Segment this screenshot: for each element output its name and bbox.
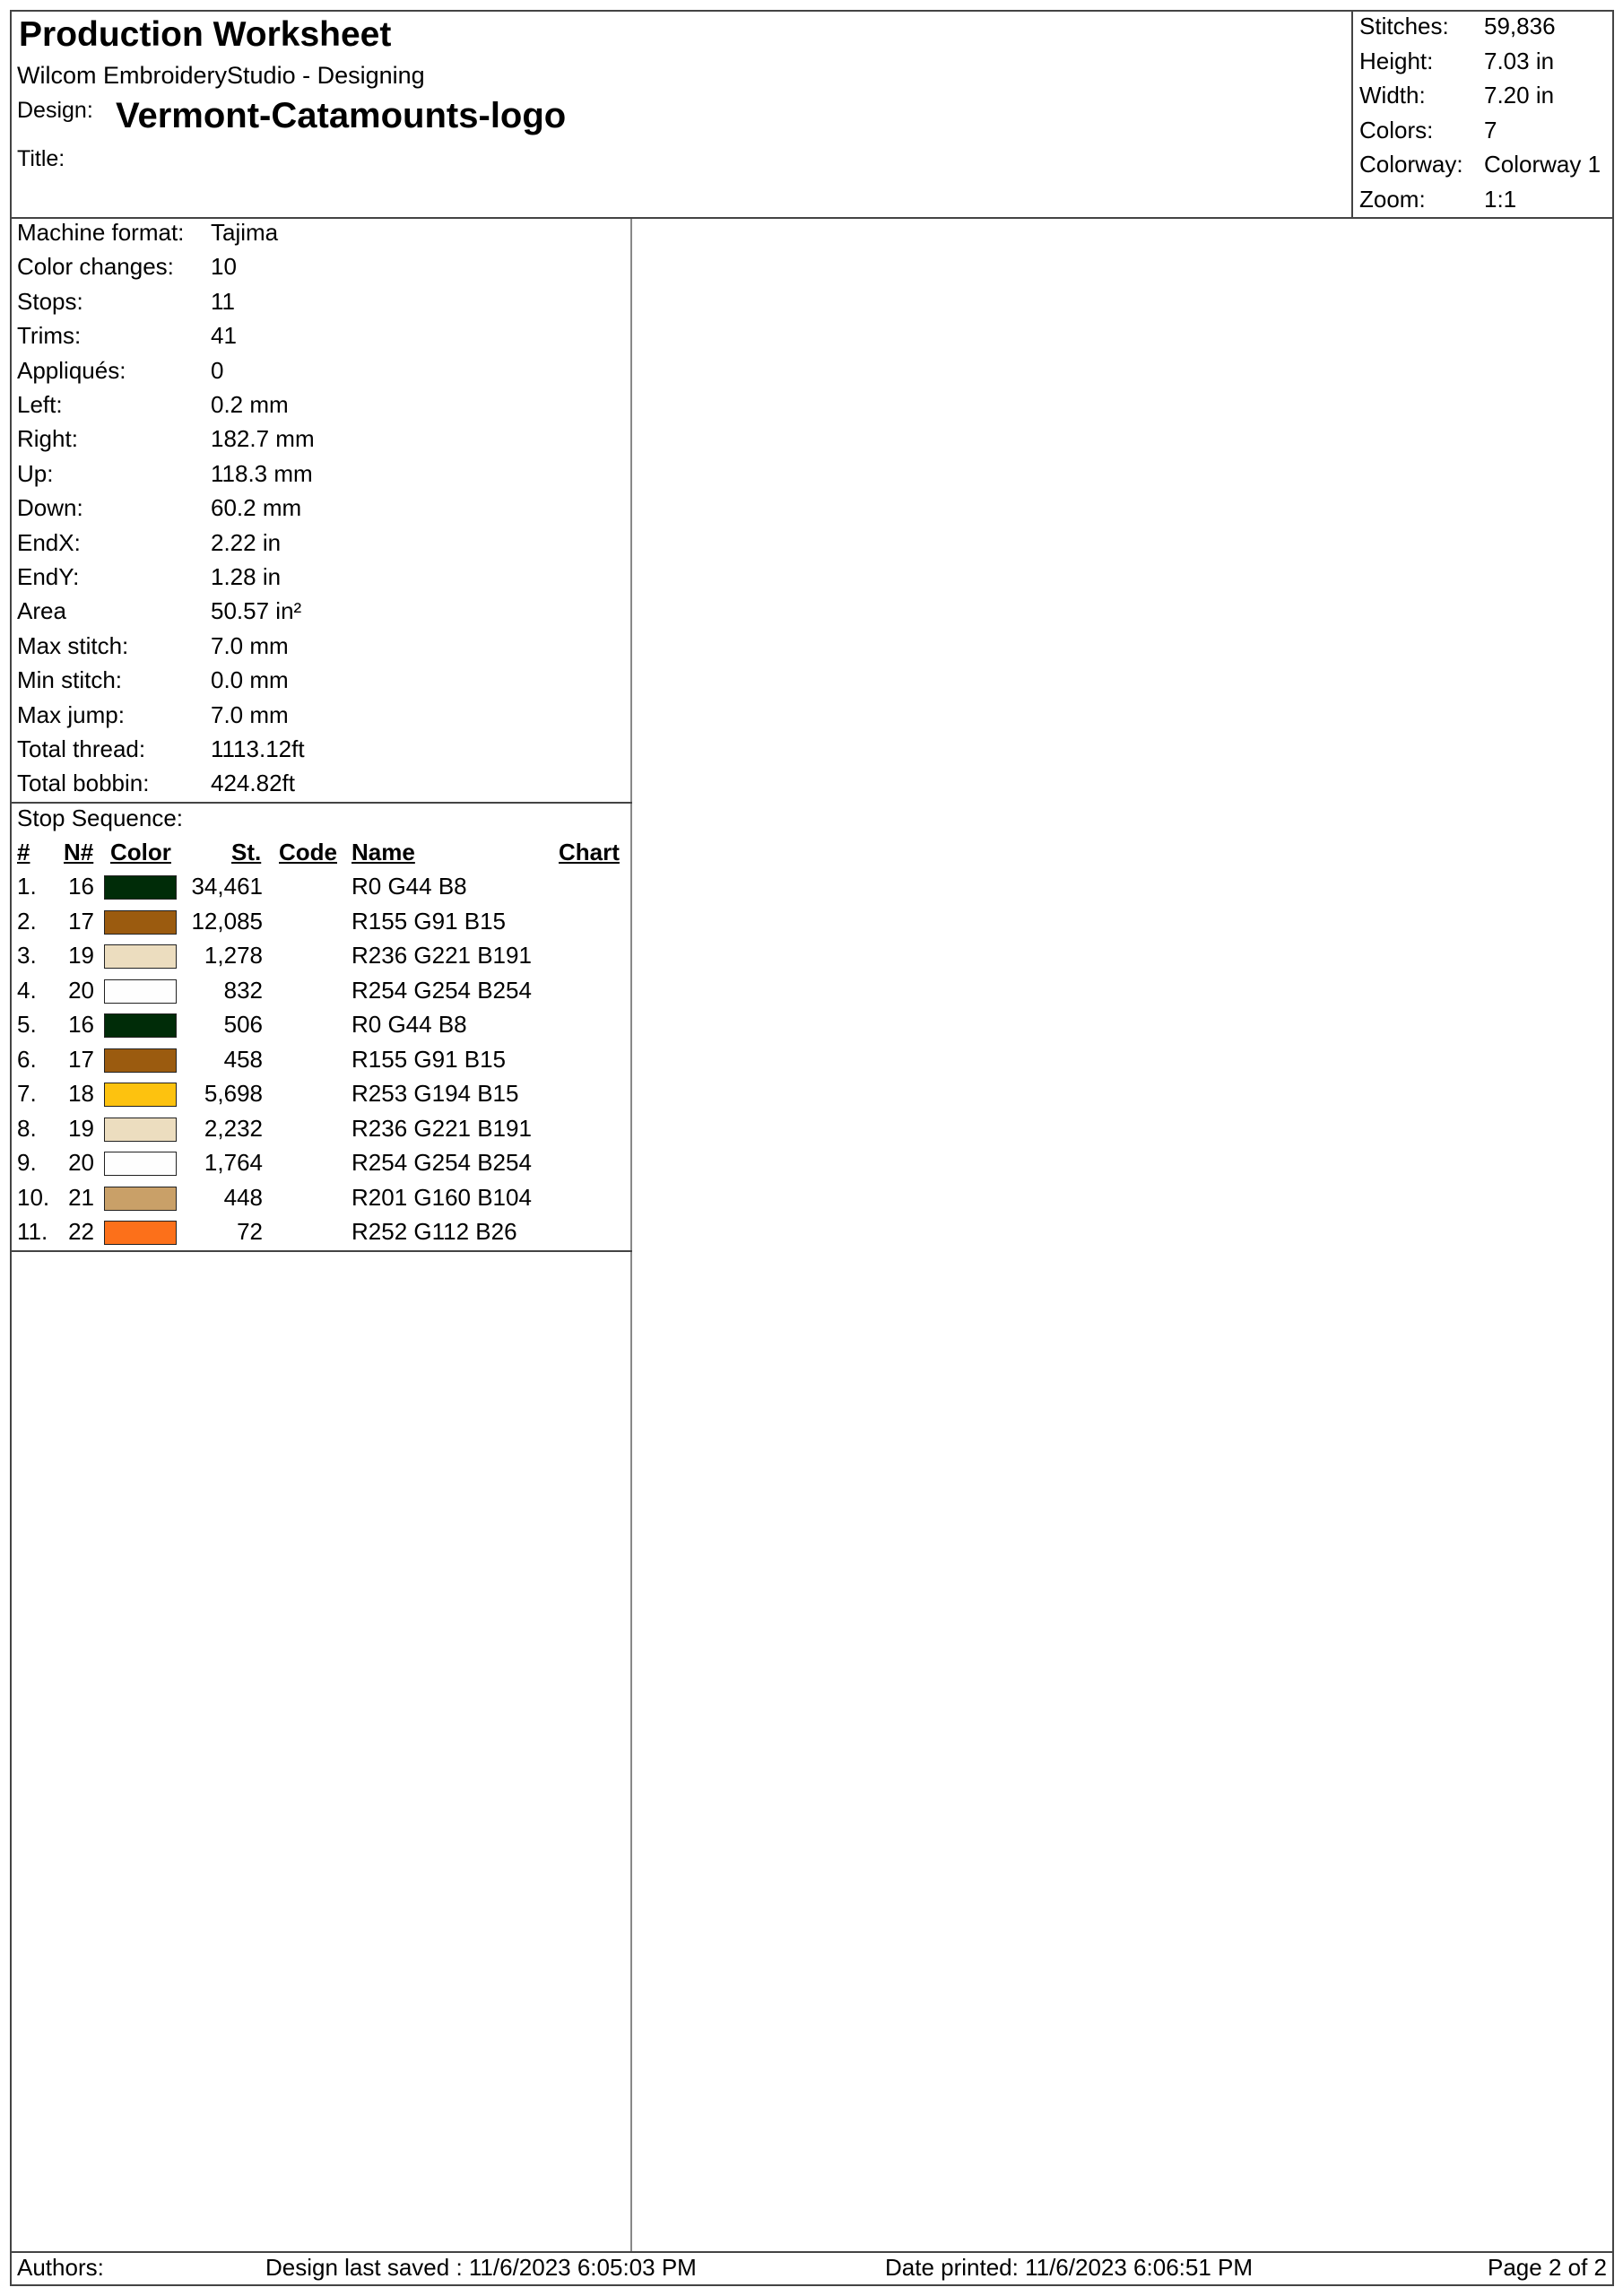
color-name: R252 G112 B26	[352, 1218, 517, 1245]
color-name: R0 G44 B8	[352, 1011, 467, 1038]
needle-number: 21	[68, 1183, 94, 1211]
stop-index: 3.	[17, 942, 37, 969]
stitch-count: 72	[237, 1218, 263, 1245]
stitch-count: 34,461	[191, 873, 263, 900]
header-divider	[1351, 12, 1353, 217]
software-name: Wilcom EmbroideryStudio - Designing	[17, 62, 425, 89]
info-value: Tajima	[211, 219, 279, 246]
info-value: 7.0 mm	[211, 631, 289, 659]
info-value: 60.2 mm	[211, 494, 302, 522]
info-label: Up:	[17, 459, 54, 487]
info-label: EndY:	[17, 563, 80, 590]
footer-page-number: Page 2 of 2	[1488, 2254, 1607, 2281]
color-name: R155 G91 B15	[352, 1045, 507, 1073]
info-label: Area	[17, 597, 66, 625]
page-title: Production Worksheet	[19, 15, 392, 54]
info-value: 10	[211, 253, 237, 281]
stop-index: 10.	[17, 1183, 50, 1211]
color-name: R0 G44 B8	[352, 873, 467, 900]
summary-label: Stitches:	[1359, 13, 1449, 39]
title-label: Title:	[17, 146, 65, 171]
color-name: R253 G194 B15	[352, 1080, 519, 1107]
stitch-count: 12,085	[191, 907, 263, 935]
info-value: 118.3 mm	[211, 459, 313, 487]
col-header-code: Code	[279, 839, 337, 865]
info-label: Min stitch:	[17, 666, 123, 694]
needle-number: 18	[68, 1080, 94, 1107]
stop-row	[12, 1115, 630, 1149]
column-divider	[630, 219, 632, 2251]
color-swatch	[104, 1118, 177, 1142]
info-label: EndX:	[17, 528, 81, 556]
color-swatch	[104, 979, 177, 1004]
stitch-count: 448	[223, 1183, 263, 1211]
summary-value: 7.20 in	[1484, 82, 1555, 109]
color-name: R201 G160 B104	[352, 1183, 532, 1211]
needle-number: 17	[68, 1045, 94, 1073]
col-header-needle: N#	[64, 839, 94, 865]
stop-sequence-bottom-rule	[12, 1250, 632, 1252]
needle-number: 16	[68, 873, 94, 900]
summary-value: 7.03 in	[1484, 47, 1555, 74]
summary-label: Colorway:	[1359, 151, 1463, 178]
stop-row	[12, 1184, 630, 1218]
col-header-name: Name	[352, 839, 415, 865]
stop-index: 11.	[17, 1218, 48, 1245]
info-label: Right:	[17, 425, 78, 453]
info-label: Down:	[17, 494, 83, 522]
summary-label: Colors:	[1359, 116, 1434, 144]
stop-row	[12, 873, 630, 907]
summary-value: 7	[1484, 116, 1497, 144]
col-header-color: Color	[110, 839, 171, 865]
stop-row	[12, 1149, 630, 1183]
info-value: 0.2 mm	[211, 391, 289, 418]
color-swatch	[104, 1013, 177, 1038]
design-label: Design:	[17, 98, 93, 123]
summary-value: Colorway 1	[1484, 151, 1601, 178]
color-name: R254 G254 B254	[352, 976, 532, 1004]
info-label: Trims:	[17, 322, 82, 350]
info-label: Machine format:	[17, 219, 185, 246]
stitch-count: 1,764	[204, 1149, 263, 1176]
stop-index: 1.	[17, 873, 37, 900]
stitch-count: 1,278	[204, 942, 263, 969]
info-label: Appliqués:	[17, 356, 126, 384]
info-value: 0.0 mm	[211, 666, 289, 694]
stitch-count: 458	[223, 1045, 263, 1073]
footer-authors: Authors:	[17, 2254, 104, 2281]
stop-row	[12, 1011, 630, 1045]
stop-index: 6.	[17, 1045, 37, 1073]
color-swatch	[104, 1187, 177, 1211]
stop-row	[12, 942, 630, 976]
color-swatch	[104, 944, 177, 969]
stitch-count: 832	[223, 976, 263, 1004]
needle-number: 19	[68, 942, 94, 969]
footer-rule	[12, 2251, 1612, 2253]
color-swatch	[104, 910, 177, 935]
info-value: 50.57 in²	[211, 597, 302, 625]
needle-number: 17	[68, 907, 94, 935]
color-name: R236 G221 B191	[352, 942, 532, 969]
color-swatch	[104, 1083, 177, 1107]
info-label: Stops:	[17, 287, 83, 315]
col-header-chart: Chart	[559, 839, 620, 865]
footer-date-printed: Date printed: 11/6/2023 6:06:51 PM	[885, 2254, 1254, 2281]
stop-row	[12, 1080, 630, 1114]
info-value: 7.0 mm	[211, 700, 289, 728]
summary-label: Width:	[1359, 82, 1426, 109]
needle-number: 20	[68, 976, 94, 1004]
color-swatch	[104, 1221, 177, 1245]
footer-last-saved: Design last saved : 11/6/2023 6:05:03 PM	[265, 2254, 697, 2281]
summary-value: 1:1	[1484, 185, 1517, 213]
stop-row	[12, 1046, 630, 1080]
needle-number: 19	[68, 1114, 94, 1142]
color-swatch	[104, 875, 177, 900]
info-label: Max jump:	[17, 700, 125, 728]
color-name: R155 G91 B15	[352, 907, 507, 935]
info-label: Total bobbin:	[17, 770, 150, 797]
stop-index: 9.	[17, 1149, 37, 1176]
stop-index: 8.	[17, 1114, 37, 1142]
info-label: Max stitch:	[17, 631, 129, 659]
needle-number: 20	[68, 1149, 94, 1176]
stop-row	[12, 977, 630, 1011]
color-swatch	[104, 1152, 177, 1176]
needle-number: 22	[68, 1218, 94, 1245]
info-value: 2.22 in	[211, 528, 282, 556]
info-value: 424.82ft	[211, 770, 295, 797]
stop-index: 4.	[17, 976, 37, 1004]
info-value: 1.28 in	[211, 563, 282, 590]
stop-index: 5.	[17, 1011, 37, 1038]
info-label: Total thread:	[17, 735, 146, 762]
stop-row	[12, 908, 630, 942]
summary-label: Zoom:	[1359, 185, 1426, 213]
worksheet-page	[10, 10, 1614, 2286]
stop-row	[12, 1218, 630, 1252]
summary-label: Height:	[1359, 47, 1434, 74]
summary-value: 59,836	[1484, 13, 1556, 39]
info-label: Color changes:	[17, 253, 174, 281]
info-value: 182.7 mm	[211, 425, 315, 453]
col-header-stitches: St.	[231, 839, 262, 865]
design-name: Vermont-Catamounts-logo	[116, 96, 567, 135]
info-separator	[12, 802, 632, 804]
info-value: 41	[211, 322, 237, 350]
color-name: R236 G221 B191	[352, 1114, 532, 1142]
info-value: 1113.12ft	[211, 735, 305, 762]
info-value: 11	[211, 287, 235, 315]
needle-number: 16	[68, 1011, 94, 1038]
stop-sequence-title: Stop Sequence:	[17, 804, 184, 831]
stitch-count: 5,698	[204, 1080, 263, 1107]
info-label: Left:	[17, 391, 63, 418]
stitch-count: 506	[223, 1011, 263, 1038]
col-header-num: #	[17, 839, 30, 865]
stop-index: 2.	[17, 907, 37, 935]
stop-index: 7.	[17, 1080, 37, 1107]
stitch-count: 2,232	[204, 1114, 263, 1142]
info-value: 0	[211, 356, 224, 384]
color-swatch	[104, 1048, 177, 1073]
color-name: R254 G254 B254	[352, 1149, 532, 1176]
